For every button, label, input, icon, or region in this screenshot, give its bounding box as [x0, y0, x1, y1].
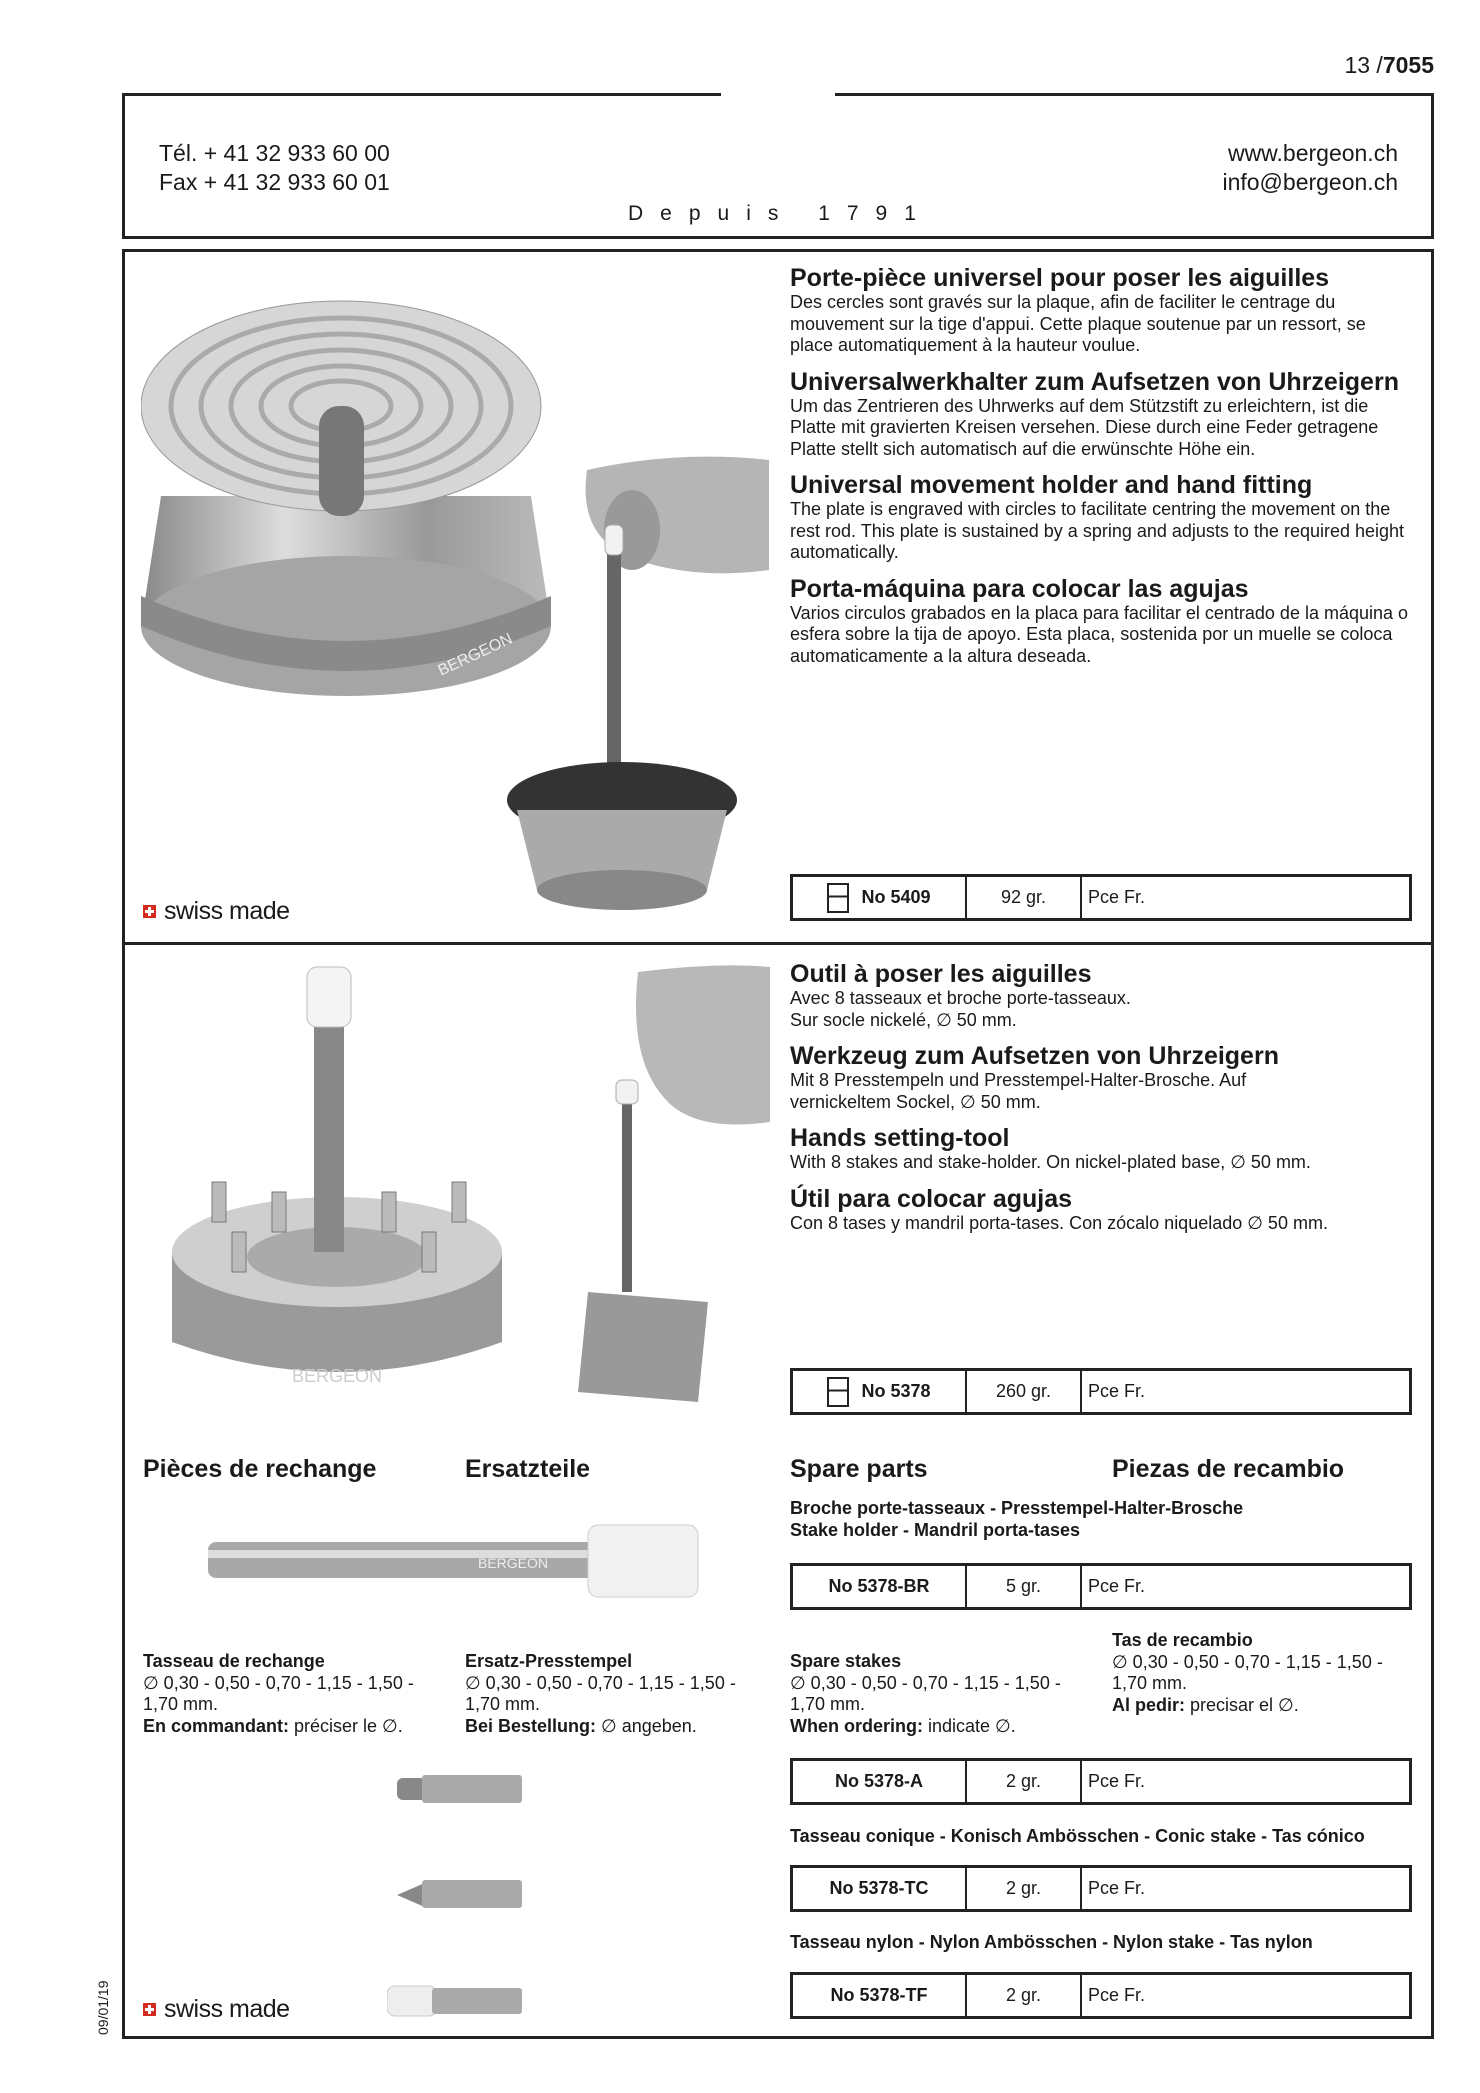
catalog-number: 7055: [1382, 52, 1434, 78]
stake-sizes: ∅ 0,30 - 0,50 - 0,70 - 1,15 - 1,50 - 1,70 mm.: [1112, 1651, 1383, 1693]
conic-stake-image: [397, 1877, 527, 1913]
text-es: Varios circulos grabados en la placa para facilitar el centrado de la máquina o esfera sobre la tija de apoyo. Esta placa, sostenida por un muelle se coloca automaticamente a la altura deseada.: [790, 602, 1409, 666]
title-fr: Porte-pièce universel pour poser les aiguilles: [790, 264, 1330, 292]
slogan: Depuis 1791: [628, 202, 933, 225]
stake-info-de: [465, 1651, 765, 1737]
hands-setting-tool-image: [172, 962, 502, 1422]
print-date: 09/01/19: [95, 1980, 111, 2035]
hands-setting-photo: [578, 962, 770, 1422]
stake-sizes: ∅ 0,30 - 0,50 - 0,70 - 1,15 - 1,50 - 1,70 mm.: [143, 1672, 414, 1714]
conic-stake-label: Tasseau conique - Konisch Ambösschen - Conic stake - Tas cónico: [790, 1826, 1365, 1846]
stake-title: Tasseau de rechange: [143, 1651, 325, 1671]
order-row-5378-tf: [790, 1972, 1412, 2019]
self-service-icon: [827, 1377, 849, 1407]
section-divider: [122, 942, 1434, 945]
price: Pce Fr.: [1088, 1771, 1146, 1791]
order-label: Al pedir:: [1112, 1694, 1186, 1715]
order-row-5378-a: [790, 1758, 1412, 1805]
weight: 2 gr.: [967, 1761, 1082, 1802]
order-text: ∅ angeben.: [596, 1715, 697, 1736]
hand-fitting-photo: [457, 450, 769, 930]
stake-holder-image: [208, 1520, 700, 1602]
page-number-text: 13 /: [1344, 52, 1383, 78]
article-number: No 5378-A: [793, 1761, 967, 1802]
heading-de: Ersatzteile: [465, 1455, 591, 1483]
brand-mark: BERGEON: [435, 630, 516, 680]
email-link[interactable]: info@bergeon.ch: [1222, 169, 1398, 195]
weight: 5 gr.: [967, 1566, 1082, 1607]
weight: 2 gr.: [967, 1868, 1082, 1909]
fax: Fax + 41 32 933 60 01: [159, 169, 390, 195]
swiss-flag-icon: [143, 2003, 156, 2016]
stake-title: Ersatz-Presstempel: [465, 1651, 633, 1671]
contact-phone: [159, 139, 390, 197]
stake-info-fr: [143, 1651, 443, 1737]
text-fr: Avec 8 tasseaux et broche porte-tasseaux. Sur socle nickelé, ∅ 50 mm.: [790, 988, 1131, 1030]
article-number: No 5378-TF: [793, 1975, 967, 2016]
tel: Tél. + 41 32 933 60 00: [159, 140, 390, 166]
heading-en: Spare parts: [790, 1455, 928, 1483]
title-es: Porta-máquina para colocar las agujas: [790, 574, 1249, 603]
article-number: No 5378-BR: [793, 1566, 967, 1607]
text-en: With 8 stakes and stake-holder. On nickel-plated base, ∅ 50 mm.: [790, 1152, 1311, 1172]
order-label: Bei Bestellung:: [465, 1715, 597, 1736]
order-label: En commandant:: [143, 1715, 290, 1736]
order-row-5378-br: [790, 1563, 1412, 1610]
stake-info-es: [1112, 1630, 1412, 1716]
nylon-stake-image: [387, 1983, 527, 2019]
swiss-made-text: swiss made: [164, 897, 290, 925]
weight: 2 gr.: [967, 1975, 1082, 2016]
swiss-made-logo: [143, 1995, 290, 2024]
holder-label: [790, 1498, 1243, 1541]
order-label: When ordering:: [790, 1715, 923, 1736]
order-row-5378: [790, 1368, 1412, 1415]
article-number: No 5378: [861, 1381, 931, 1401]
heading-es: Piezas de recambio: [1112, 1455, 1345, 1483]
stake-title: Tas de recambio: [1112, 1630, 1253, 1650]
price: Pce Fr.: [1088, 1985, 1146, 2005]
product1-description: [790, 264, 1410, 667]
self-service-icon: [827, 883, 849, 913]
price: Pce Fr.: [1088, 887, 1146, 907]
product2-description: [790, 960, 1410, 1234]
nylon-stake-label: Tasseau nylon - Nylon Ambösschen - Nylon stake - Tas nylon: [790, 1932, 1313, 1952]
holder-label-line1: Broche porte-tasseaux - Presstempel-Halter-Brosche: [790, 1498, 1244, 1518]
holder-label-line2: Stake holder - Mandril porta-tases: [790, 1519, 1081, 1540]
swiss-made-text: swiss made: [164, 1995, 290, 2023]
swiss-made-logo: [143, 897, 290, 926]
contact-web: [1222, 139, 1398, 197]
title-es: Útil para colocar agujas: [790, 1184, 1073, 1213]
weight: 260 gr.: [967, 1371, 1082, 1412]
order-row-5378-tc: [790, 1865, 1412, 1912]
article-number: No 5378-TC: [793, 1868, 967, 1909]
svg-text:BERGEON: BERGEON: [478, 1555, 549, 1571]
page-number: [1344, 52, 1434, 79]
title-en: Hands setting-tool: [790, 1124, 1010, 1152]
stake-image: [397, 1772, 527, 1808]
stake-sizes: ∅ 0,30 - 0,50 - 0,70 - 1,15 - 1,50 - 1,70 mm.: [465, 1672, 736, 1714]
stake-info-en: [790, 1651, 1090, 1737]
stake-sizes: ∅ 0,30 - 0,50 - 0,70 - 1,15 - 1,50 - 1,70 mm.: [790, 1672, 1061, 1714]
title-fr: Outil à poser les aiguilles: [790, 960, 1092, 988]
article-cell: [793, 877, 967, 918]
svg-text:BERGEON: BERGEON: [292, 1366, 383, 1386]
title-de: Werkzeug zum Aufsetzen von Uhrzeigern: [790, 1042, 1279, 1070]
text-es: Con 8 tases y mandril porta-tases. Con zócalo niquelado ∅ 50 mm.: [790, 1212, 1328, 1233]
price: Pce Fr.: [1088, 1878, 1146, 1898]
article-cell: [793, 1371, 967, 1412]
weight: 92 gr.: [967, 877, 1082, 918]
heading-fr: Pièces de rechange: [143, 1455, 377, 1483]
order-text: precisar el ∅.: [1185, 1694, 1299, 1715]
swiss-flag-icon: [143, 905, 156, 918]
text-fr: Des cercles sont gravés sur la plaque, afin de faciliter le centrage du mouvement sur la tige d'appui. Cette plaque soutenue par un ressort, se place automatiquement à la hauteur voulue.: [790, 292, 1366, 355]
price: Pce Fr.: [1088, 1576, 1146, 1596]
article-number: No 5409: [861, 887, 931, 907]
website-link[interactable]: www.bergeon.ch: [1227, 140, 1398, 166]
order-text: indicate ∅.: [923, 1715, 1016, 1736]
order-text: préciser le ∅.: [289, 1715, 403, 1736]
text-de: Mit 8 Presstempeln und Presstempel-Halter-Brosche. Auf vernickeltem Sockel, ∅ 50 mm.: [790, 1070, 1247, 1112]
order-row-5409: [790, 874, 1412, 921]
stake-title: Spare stakes: [790, 1651, 902, 1671]
text-en: The plate is engraved with circles to facilitate centring the movement on the rest rod. This plate is sustained by a spring and adjusts to the required height automatically.: [790, 499, 1405, 562]
title-en: Universal movement holder and hand fitting: [790, 471, 1313, 499]
text-de: Um das Zentrieren des Uhrwerks auf dem Stützstift zu erleichtern, ist die Platte mit gravierten Kreisen versehen. Diese durch eine Feder getragene Platte stellt sich automatisch auf die erwünschte Höhe ein.: [790, 395, 1379, 459]
price: Pce Fr.: [1088, 1381, 1146, 1401]
title-de: Universalwerkhalter zum Aufsetzen von Uhrzeigern: [790, 367, 1399, 396]
